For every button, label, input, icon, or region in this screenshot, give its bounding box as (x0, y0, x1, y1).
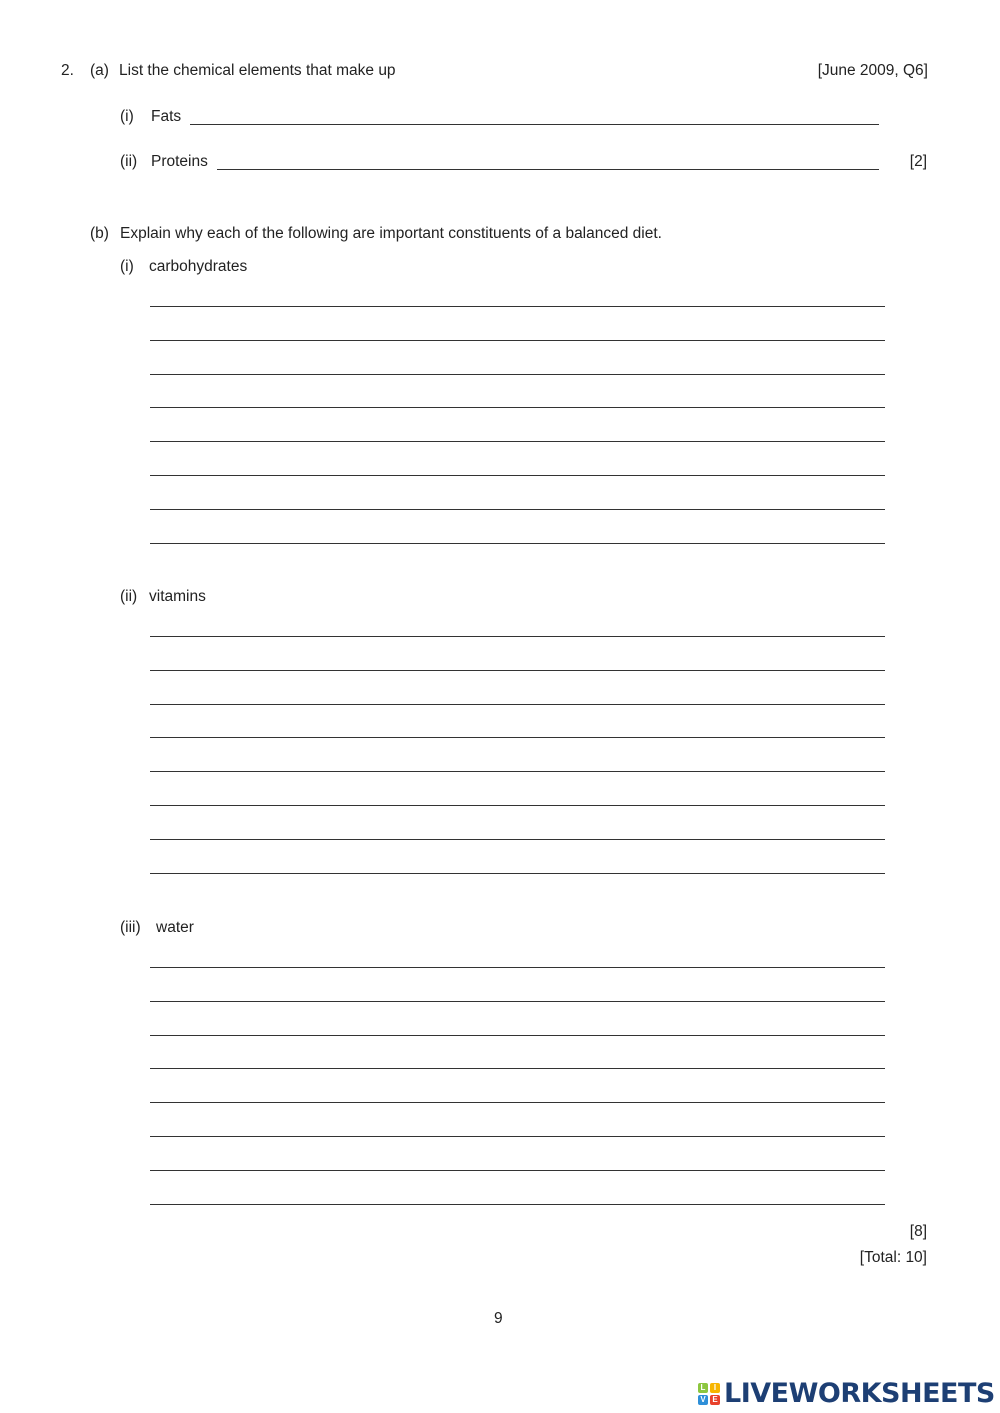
answer-line[interactable] (150, 737, 885, 738)
answer-line[interactable] (150, 340, 885, 341)
answer-line[interactable] (150, 1001, 885, 1002)
answer-line[interactable] (150, 306, 885, 307)
logo-text: LIVEWORKSHEETS (724, 1378, 995, 1409)
page-number: 9 (494, 1310, 503, 1327)
answer-line[interactable] (150, 509, 885, 510)
answer-line[interactable] (150, 1136, 885, 1137)
carbohydrates-text: carbohydrates (149, 258, 248, 275)
water-text: water (156, 919, 194, 936)
answer-line[interactable] (150, 1068, 885, 1069)
fats-answer-line[interactable] (190, 124, 879, 125)
part-a-marks: [2] (909, 153, 927, 170)
answer-line[interactable] (150, 475, 885, 476)
answer-line[interactable] (150, 873, 885, 874)
answer-line[interactable] (150, 670, 885, 671)
fats-text: Fats (151, 108, 182, 125)
part-b-marks: [8] (909, 1223, 927, 1240)
answer-line[interactable] (150, 805, 885, 806)
answer-line[interactable] (150, 1035, 885, 1036)
answer-line[interactable] (150, 636, 885, 637)
total-marks: [Total: 10] (859, 1249, 927, 1266)
vitamins-label: (ii) (120, 588, 138, 605)
liveworksheets-logo (698, 1378, 995, 1409)
logo-tile: V (698, 1395, 708, 1405)
part-a-prompt: List the chemical elements that make up (119, 62, 396, 79)
logo-tile: I (710, 1383, 720, 1393)
answer-line[interactable] (150, 1102, 885, 1103)
question-source: [June 2009, Q6] (817, 62, 928, 79)
fats-label: (i) (120, 108, 134, 125)
answer-line[interactable] (150, 441, 885, 442)
logo-tiles-icon (698, 1383, 720, 1405)
answer-line[interactable] (150, 1204, 885, 1205)
part-b-prompt: Explain why each of the following are important constituents of a balanced diet. (120, 225, 662, 242)
proteins-text: Proteins (151, 153, 208, 170)
part-a-label: (a) (90, 62, 109, 79)
logo-tile: E (710, 1395, 720, 1405)
answer-line[interactable] (150, 704, 885, 705)
answer-line[interactable] (150, 543, 885, 544)
water-label: (iii) (120, 919, 141, 936)
answer-line[interactable] (150, 771, 885, 772)
proteins-answer-line[interactable] (217, 169, 879, 170)
answer-line[interactable] (150, 407, 885, 408)
answer-line[interactable] (150, 1170, 885, 1171)
answer-line[interactable] (150, 839, 885, 840)
logo-tile: L (698, 1383, 708, 1393)
answer-line[interactable] (150, 967, 885, 968)
vitamins-text: vitamins (149, 588, 206, 605)
part-b-label: (b) (90, 225, 109, 242)
answer-line[interactable] (150, 374, 885, 375)
proteins-label: (ii) (120, 153, 138, 170)
carbohydrates-label: (i) (120, 258, 134, 275)
question-number: 2. (61, 62, 74, 79)
